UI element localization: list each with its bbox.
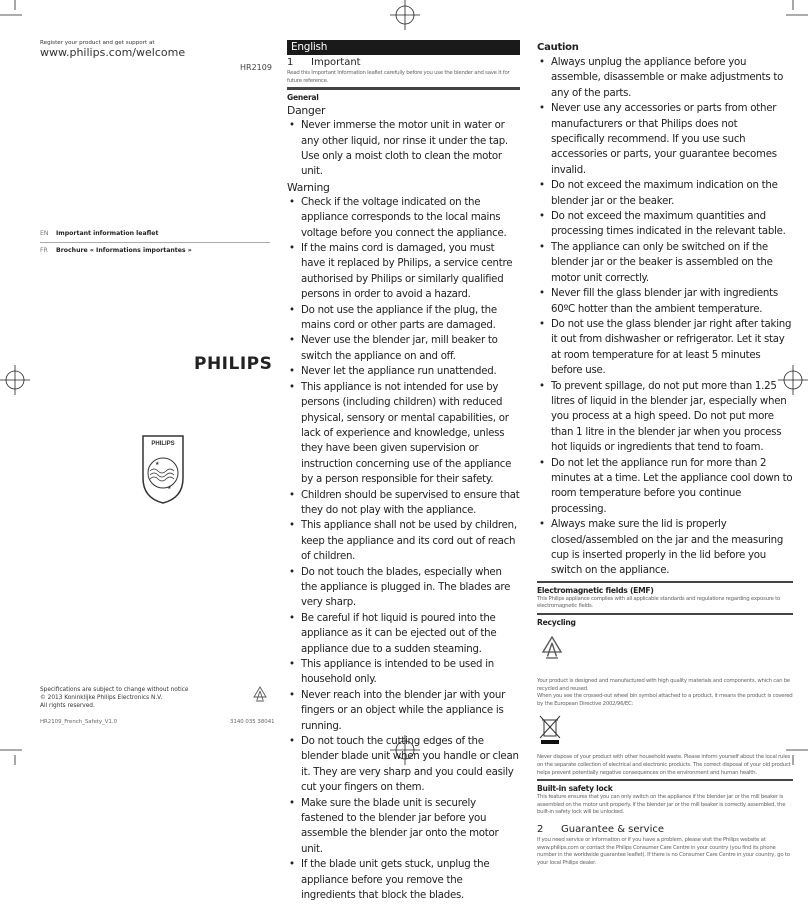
- section-heading: 1 Important: [287, 57, 361, 68]
- recycle-icon: [537, 634, 567, 664]
- list-item: • Always make sure the lid is properly closed/assembled on the jar and the measuring cup is inserted properly in the lid before you switch on the appliance.: [537, 517, 793, 579]
- list-item: • If the mains cord is damaged, you must have it replaced by Philips, a service centre authorised by Philips or similarly qualified persons in order to avoid a hazard.: [287, 241, 520, 303]
- recycling-heading: Recycling: [537, 613, 793, 628]
- danger-list: [287, 118, 520, 180]
- part-number: 3140 035 38041: [230, 719, 275, 725]
- list-item: • Be careful if hot liquid is poured into the appliance as it can be ejected out of the appliance due to a sudden steaming.: [287, 611, 520, 657]
- recycling-text-1: Your product is designed and manufactured with high quality materials and components, which can be recycled and reused.: [537, 678, 790, 692]
- language-list: [40, 226, 270, 259]
- safety-lock-text: This feature ensures that you can only switch on the appliance if the blender jar or the mill beaker is assembled on the motor unit properly. If the blender jar or the mill beaker is correctly assembled, the built-in safety lock will be unlocked.: [537, 794, 786, 816]
- caution-list: [537, 55, 793, 579]
- list-item: • Never let the appliance run unattended.: [287, 364, 520, 379]
- language-en: EN Important information leaflet: [40, 226, 270, 243]
- list-item: • If the blade unit gets stuck, unplug the appliance before you remove the ingredients that block the blades.: [287, 857, 520, 903]
- svg-text:★: ★: [155, 461, 160, 467]
- list-item: • The appliance can only be switched on if the blender jar or the beaker is assembled on the motor unit correctly.: [537, 240, 793, 286]
- list-item: • Make sure the blade unit is securely fastened to the blender jar before you assemble the blender jar onto the motor unit.: [287, 796, 520, 858]
- middle-column: [287, 40, 520, 904]
- list-item: • Do not touch the blades, especially when the appliance is plugged in. The blades are very sharp.: [287, 565, 520, 611]
- crossed-bin-icon: [537, 714, 563, 744]
- list-item: • Check if the voltage indicated on the appliance corresponds to the local mains voltage before you connect the appliance.: [287, 195, 520, 241]
- list-item: • To prevent spillage, do not put more than 1.25 litres of liquid in the blender jar, especially when you process at a high speed. Do not put more than 1 litre in the blender jar when you process hot liquids or ingredients that tend to foam.: [537, 379, 793, 456]
- guarantee-text: If you need service or information or if you have a problem, please visit the Philips website at www.philips.com or contact the Philips Consumer Care Centre in your country (you find its phone number in the worldwide guarantee leaflet). If there is no Consumer Care Centre in your country, go to your local Philips dealer.: [537, 836, 790, 866]
- philips-shield-icon: [140, 433, 186, 505]
- list-item: • Do not exceed the maximum quantities and processing times indicated in the relevant table.: [537, 209, 793, 240]
- language-fr: FR Brochure « Informations importantes »: [40, 247, 192, 254]
- model-number: HR2109: [240, 63, 272, 72]
- safety-lock-heading: Built-in safety lock: [537, 779, 793, 794]
- list-item: • Do not exceed the maximum indication on the blender jar or the beaker.: [537, 178, 793, 209]
- warning-heading: Warning: [287, 180, 330, 194]
- intro-text: Read this Important Information leaflet carefully before you use the blender and save it for future reference.: [287, 70, 510, 84]
- caution-heading: Caution: [537, 42, 579, 53]
- register-text: Register your product and get support at: [40, 40, 155, 46]
- svg-text:PHILIPS: PHILIPS: [151, 441, 175, 447]
- recycle-icon: [250, 685, 270, 705]
- list-item: • Do not use the appliance if the plug, the mains cord or other parts are damaged.: [287, 303, 520, 334]
- list-item: • This appliance is not intended for use by persons (including children) with reduced physical, sensory or mental capabilities, or lack of experience and knowledge, unless they have been given supervision or instruction concerning use of the appliance by a person responsible for their safety.: [287, 380, 520, 488]
- language-header: English: [287, 40, 520, 55]
- guarantee-heading: 2 Guarantee & service: [537, 823, 664, 835]
- document-id: HR2109_French_Safety_V1.0: [40, 719, 118, 725]
- emf-text: This Philips appliance complies with all applicable standards and regulations regarding exposure to electromagnetic fields.: [537, 595, 781, 610]
- danger-heading: Danger: [287, 104, 326, 118]
- emf-heading: Electromagnetic fields (EMF): [537, 581, 793, 596]
- warning-list: [287, 195, 520, 904]
- general-heading: General: [287, 87, 520, 103]
- list-item: • Do not touch the cutting edges of the blender blade unit when you handle or clean it. They are very sharp and you could easily cut your fingers on them.: [287, 734, 520, 796]
- list-item: • Never reach into the blender jar with your fingers or an object while the appliance is running.: [287, 688, 520, 734]
- list-item: • This appliance is intended to be used in household only.: [287, 657, 520, 688]
- svg-text:★: ★: [167, 485, 172, 491]
- list-item: • Never use the blender jar, mill beaker to switch the appliance on and off.: [287, 333, 520, 364]
- list-item: • Always unplug the appliance before you assemble, disassemble or make adjustments to any of the parts.: [537, 55, 793, 101]
- specs-notice: Specifications are subject to change without notice © 2013 Koninklijke Philips Electronics N.V. All rights reserved.: [40, 687, 189, 709]
- list-item: • Children should be supervised to ensure that they do not play with the appliance.: [287, 488, 520, 519]
- list-item: • Do not use the glass blender jar right after taking it out from dishwasher or refrigerator. Let it stay at room temperature for at least 5 minutes before use.: [537, 317, 793, 379]
- list-item: • Do not let the appliance run for more than 2 minutes at a time. Let the appliance cool down to room temperature before you continue processing.: [537, 456, 793, 518]
- philips-logo: PHILIPS: [194, 354, 273, 374]
- list-item: • Never fill the glass blender jar with ingredients 60ºC hotter than the ambient temperature.: [537, 286, 793, 317]
- list-item: • Never immerse the motor unit in water or any other liquid, nor rinse it under the tap. Use only a moist cloth to clean the motor unit.: [287, 118, 520, 180]
- recycling-text-3: Never dispose of your product with other household waste. Please inform yourself about the local rules on the separate collection of electrical and electronic products. The correct disposal of your old product helps prevent potentially negative consequences on the environment and human health.: [537, 754, 791, 776]
- list-item: • Never use any accessories or parts from other manufacturers or that Philips does not specifically recommend. If you use such accessories or parts, your guarantee becomes invalid.: [537, 101, 793, 178]
- right-column: [537, 40, 793, 867]
- recycling-text-2: When you see the crossed-out wheel bin symbol attached to a product, it means the product is covered by the European Directive 2002/96/EC:: [537, 693, 793, 707]
- list-item: • This appliance shall not be used by children, keep the appliance and its cord out of reach of children.: [287, 518, 520, 564]
- welcome-link[interactable]: www.philips.com/welcome: [40, 46, 186, 59]
